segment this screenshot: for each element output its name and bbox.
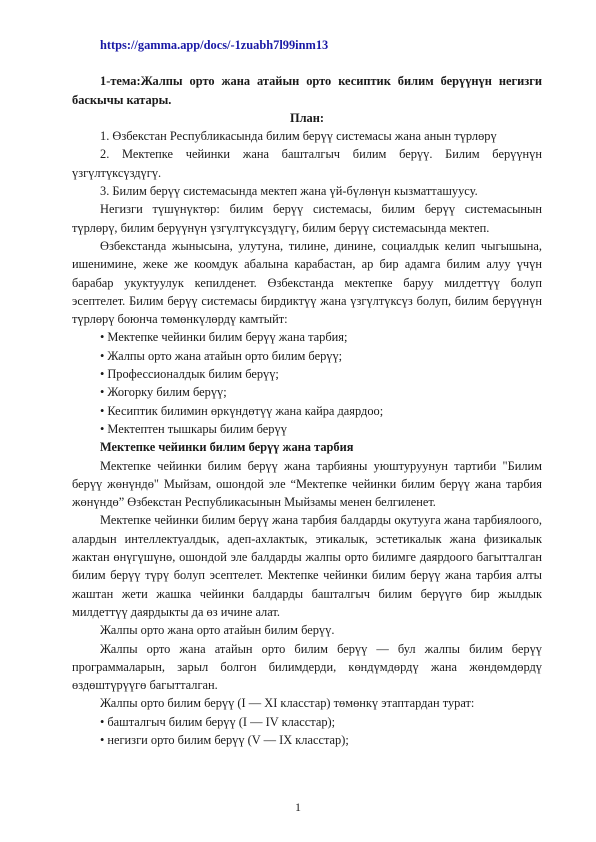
list-item: • башталгыч билим берүү (I — IV класстар); [72, 713, 542, 731]
list-item: • Мектепке чейинки билим берүү жана тарбия; [72, 328, 542, 346]
source-link[interactable]: https://gamma.app/docs/-1zuabh7l99inm13 [100, 38, 329, 52]
list-item: • Кесиптик билимин өркүндөтүү жана кайра даярдоо; [72, 402, 542, 420]
intro-paragraph: Өзбекстанда жынысына, улутуна, тилине, динине, социалдык келип чыгышына, ишенимине, жеке же коомдук абалына карабастан, ар бир адамга билим алуу үчүн барабар укуктуулук кепилденет. Өзбекстанда мектепке баруу милдеттүү болуп эсептелет. Билим берүү системасы бирдиктүү жана үзгүлтүксүз болуп, билим берүүнүн түрлөрү боюнча төмөнкүлөрдү камтыйт: [72, 238, 542, 327]
topic-title: 1-тема:Жалпы орто жана атайын орто кесиптик билим берүүнүн негизги баскычы катары. [72, 74, 542, 107]
list-item: • Мектептен тышкары билим берүү [72, 420, 542, 438]
page-number: 1 [295, 800, 301, 814]
law-paragraph: Мектепке чейинки билим берүү жана тарбияны уюштуруунун тартиби "Билим берүү жөнүндө" Мыйзам, ошондой эле “Мектепке чейинки билим берүү жана тарбия жөнүндө” Өзбекстан Республикасынын Мыйзамы менен белгиленет. [72, 458, 542, 510]
plan-item: 2. Мектепке чейинки жана башталгыч билим берүү. Билим берүүнүн үзгүлтүксүздүгү. [72, 147, 542, 180]
list-item: • Жогорку билим берүү; [72, 383, 542, 401]
preschool-paragraph: Мектепке чейинки билим берүү жана тарбия балдарды окутууга жана тарбиялоого, алардын интеллектуалдык, адеп-ахлактык, этикалык, эстетикалык жана физикалык жактан өнүгүшүнө, ошондой эле балдарды жалпы орто билимге даярдоого багытталган билим берүү түрү болуп эсептелет. Мектепке чейинки билим берүү жана тарбия алты жаштан жети жашка чейинки балдарды башталгыч билим берүүгө бир жылдык милдеттүү даярдыкты да өз ичине алат. [72, 513, 542, 619]
list-item: • негизги орто билим берүү (V — IX класстар); [72, 731, 542, 749]
general-heading: Жалпы орто жана орто атайын билим берүү. [100, 623, 335, 638]
stages-paragraph: Жалпы орто билим берүү (I — XI класстар) төмөнкү этаптардан турат: [100, 696, 475, 711]
general-paragraph: Жалпы орто жана атайын орто билим берүү — бул жалпы билим берүү программаларын, зарыл болгон билимдерди, көндүмдөрдү жана жөндөмдөрдү өздөштүрүүгө багытталган. [72, 641, 542, 693]
list-item: • Жалпы орто жана атайын орто билим берүү; [72, 347, 542, 365]
plan-item: 3. Билим берүү системасында мектеп жана үй-бүлөнүн кызматташуусу. [100, 184, 478, 199]
key-concepts: Негизги түшүнүктөр: билим берүү системасы, билим берүү системасынын түрлөрү, билим берүүнүн үзгүлтүксүздүгү, билим берүү системасында мектеп. [72, 202, 542, 235]
document-body [72, 36, 542, 749]
list-item: • Профессионалдык билим берүү; [72, 365, 542, 383]
section-heading: Мектепке чейинки билим берүү жана тарбия [100, 440, 354, 455]
plan-heading: План: [289, 110, 325, 125]
plan-item: 1. Өзбекстан Республикасында билим берүү системасы жана анын түрлөрү [100, 129, 497, 144]
